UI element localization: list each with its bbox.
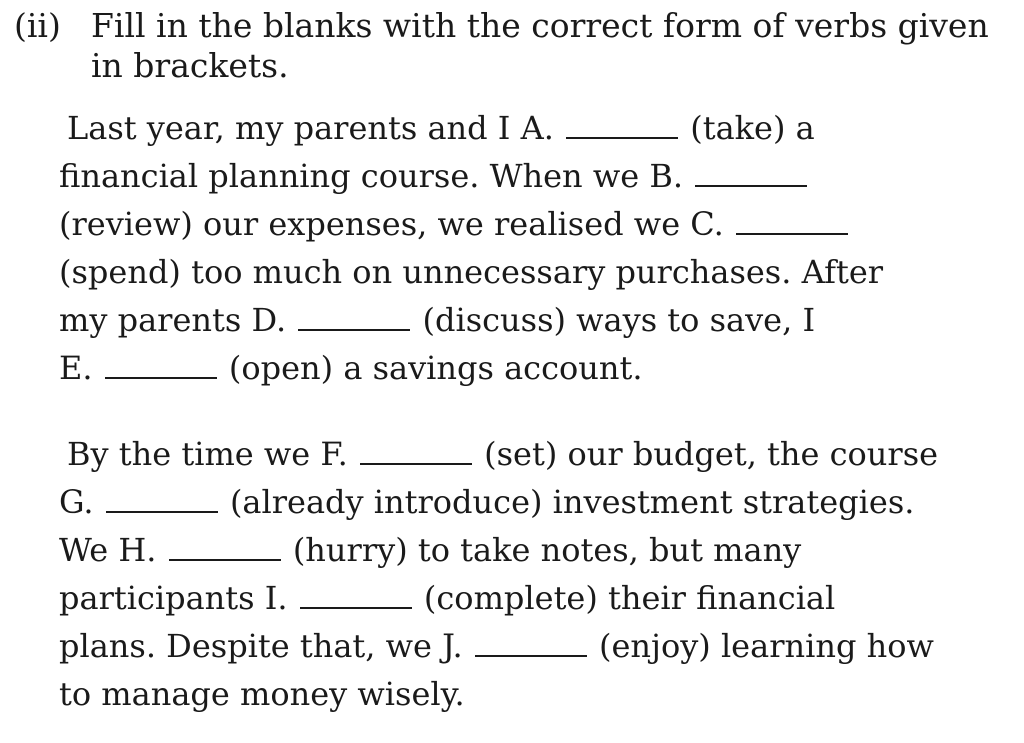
- line-text-before: We H.: [59, 531, 157, 569]
- line-text-before: my parents D.: [59, 301, 287, 339]
- blank-j[interactable]: [475, 655, 587, 657]
- line-text-after: (set) our budget, the course: [484, 435, 939, 473]
- line-text: (spend) too much on unnecessary purchases. After: [59, 253, 884, 291]
- paragraph-1: [59, 104, 1009, 392]
- passage-line: [59, 526, 1009, 574]
- line-text-before: plans. Despite that, we J.: [59, 627, 463, 665]
- blank-i[interactable]: [300, 607, 412, 609]
- line-text-after: (hurry) to take notes, but many: [292, 531, 802, 569]
- blank-d[interactable]: [298, 329, 410, 331]
- blank-g[interactable]: [106, 511, 218, 513]
- line-text-before: Last year, my parents and I A.: [67, 109, 554, 147]
- line-text-before: E.: [59, 349, 93, 387]
- blank-f[interactable]: [360, 463, 472, 465]
- passage-line: [59, 200, 1009, 248]
- blank-c[interactable]: [736, 233, 848, 235]
- passage-line: [59, 152, 1009, 200]
- blank-h[interactable]: [169, 559, 281, 561]
- line-text-before: participants I.: [59, 579, 288, 617]
- passage-line: [59, 296, 1009, 344]
- line-text-after: (discuss) ways to save, I: [422, 301, 816, 339]
- line-text-before: G.: [59, 483, 94, 521]
- line-text-before: financial planning course. When we B.: [59, 157, 683, 195]
- line-text-after: (complete) their financial: [423, 579, 836, 617]
- passage-line: [59, 248, 1009, 296]
- passage-line: [59, 670, 1009, 718]
- line-text-after: (already introduce) investment strategies.: [229, 483, 915, 521]
- line-text-after: (enjoy) learning how: [598, 627, 934, 665]
- blank-a[interactable]: [566, 137, 678, 139]
- passage-line: [59, 104, 1009, 152]
- passage-line: [59, 622, 1009, 670]
- passage-line: [59, 344, 1009, 392]
- passage-line: [59, 430, 1009, 478]
- blank-e[interactable]: [105, 377, 217, 379]
- question-header: [14, 6, 1004, 86]
- line-text-after: (take) a: [690, 109, 815, 147]
- line-text: to manage money wisely.: [59, 675, 465, 713]
- blank-b[interactable]: [695, 185, 807, 187]
- question-number: (ii): [14, 6, 61, 45]
- line-text-before: By the time we F.: [67, 435, 348, 473]
- line-text-after: (open) a savings account.: [228, 349, 643, 387]
- line-text-before: (review) our expenses, we realised we C.: [59, 205, 724, 243]
- question-instruction: Fill in the blanks with the correct form of verbs given in brackets.: [91, 6, 989, 85]
- paragraph-2: [59, 430, 1009, 718]
- passage-line: [59, 574, 1009, 622]
- passage-line: [59, 478, 1009, 526]
